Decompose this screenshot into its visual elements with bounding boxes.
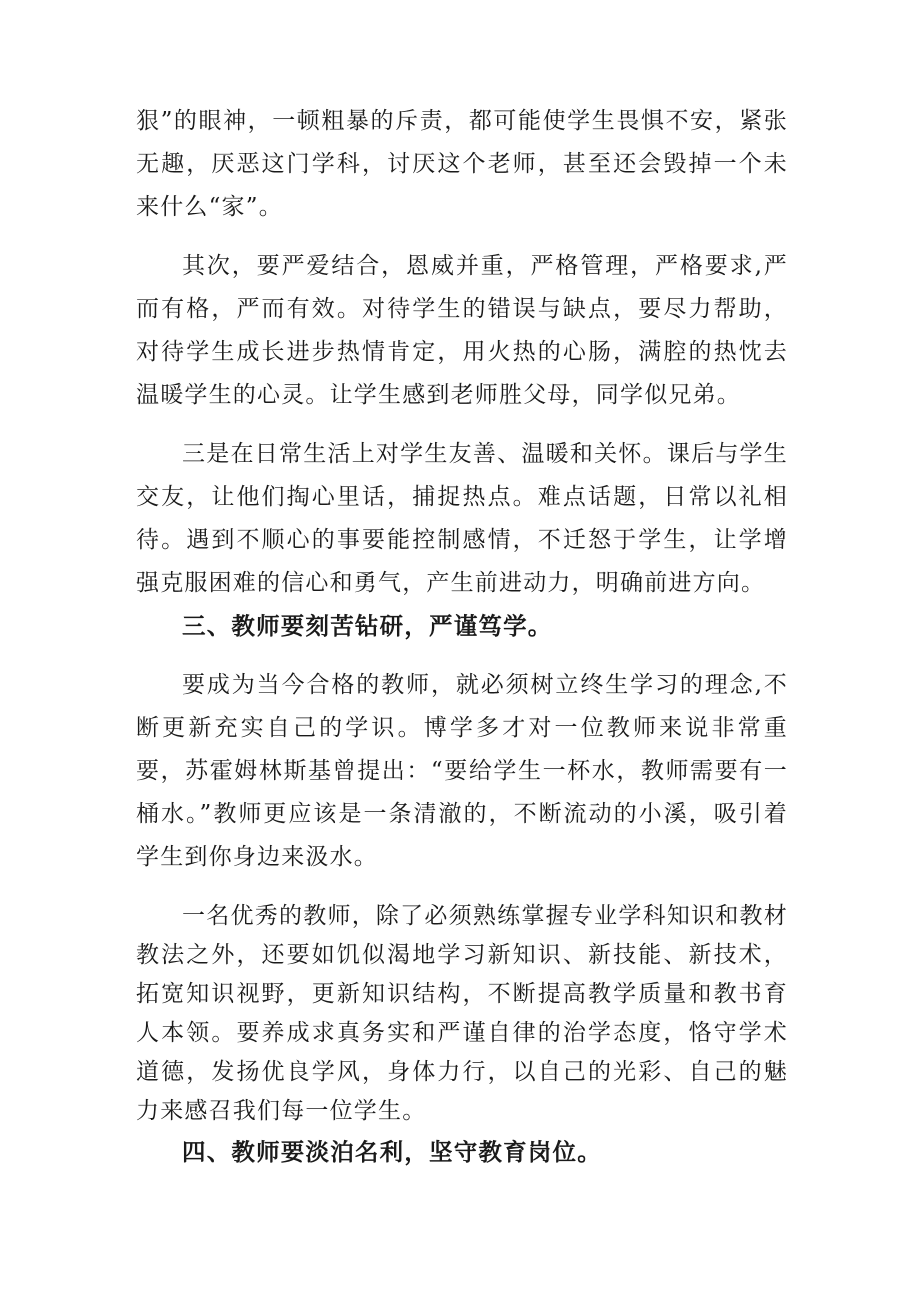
paragraph-strict-love: 其次，要严爱结合，恩威并重，严格管理，严格要求,严而有格，严而有效。对待学生的错误与缺点，要尽力帮助，对待学生成长进步热情肯定，用火热的心肠，满腔的热忱去温暖学生的心灵。让学生感到老师胜父母，同学似兄弟。	[136, 253, 788, 408]
section-heading-3: 三、教师要刻苦钻研，严谨笃学。	[182, 612, 553, 640]
paragraph-lifelong-learning: 要成为当今合格的教师，就必须树立终生学习的理念,不断更新充实自己的学识。博学多才对一位教师来说非常重要，苏霍姆林斯基曾提出：“要给学生一杯水，教师需要有一桶水。”教师更应该是一条清澈的，不断流动的小溪，吸引着学生到你身边来汲水。	[136, 672, 788, 870]
paragraph-continuation: 狠”的眼神，一顿粗暴的斥责，都可能使学生畏惧不安，紧张无趣，厌恶这门学科，讨厌这个老师，甚至还会毁掉一个未来什么“家”。	[136, 108, 788, 220]
paragraph-daily-care: 三是在日常生活上对学生友善、温暖和关怀。课后与学生交友，让他们掏心里话，捕捉热点。难点话题，日常以礼相待。遇到不顺心的事要能控制感情，不迁怒于学生，让学增强克服困难的信心和勇气，产生前进动力，明确前进方向。	[136, 441, 788, 596]
section-heading-4: 四、教师要淡泊名利，坚守教育岗位。	[182, 1138, 602, 1166]
document-page	[136, 100, 788, 1174]
paragraph-excellent-teacher: 一名优秀的教师，除了必须熟练掌握专业学科知识和教材教法之外，还要如饥似渴地学习新知识、新技能、新技术，拓宽知识视野，更新知识结构，不断提高教学质量和教书育人本领。要养成求真务实和严谨自律的治学态度，恪守学术道德，发扬优良学风，身体力行，以自己的光彩、自己的魅力来感召我们每一位学生。	[136, 903, 788, 1124]
